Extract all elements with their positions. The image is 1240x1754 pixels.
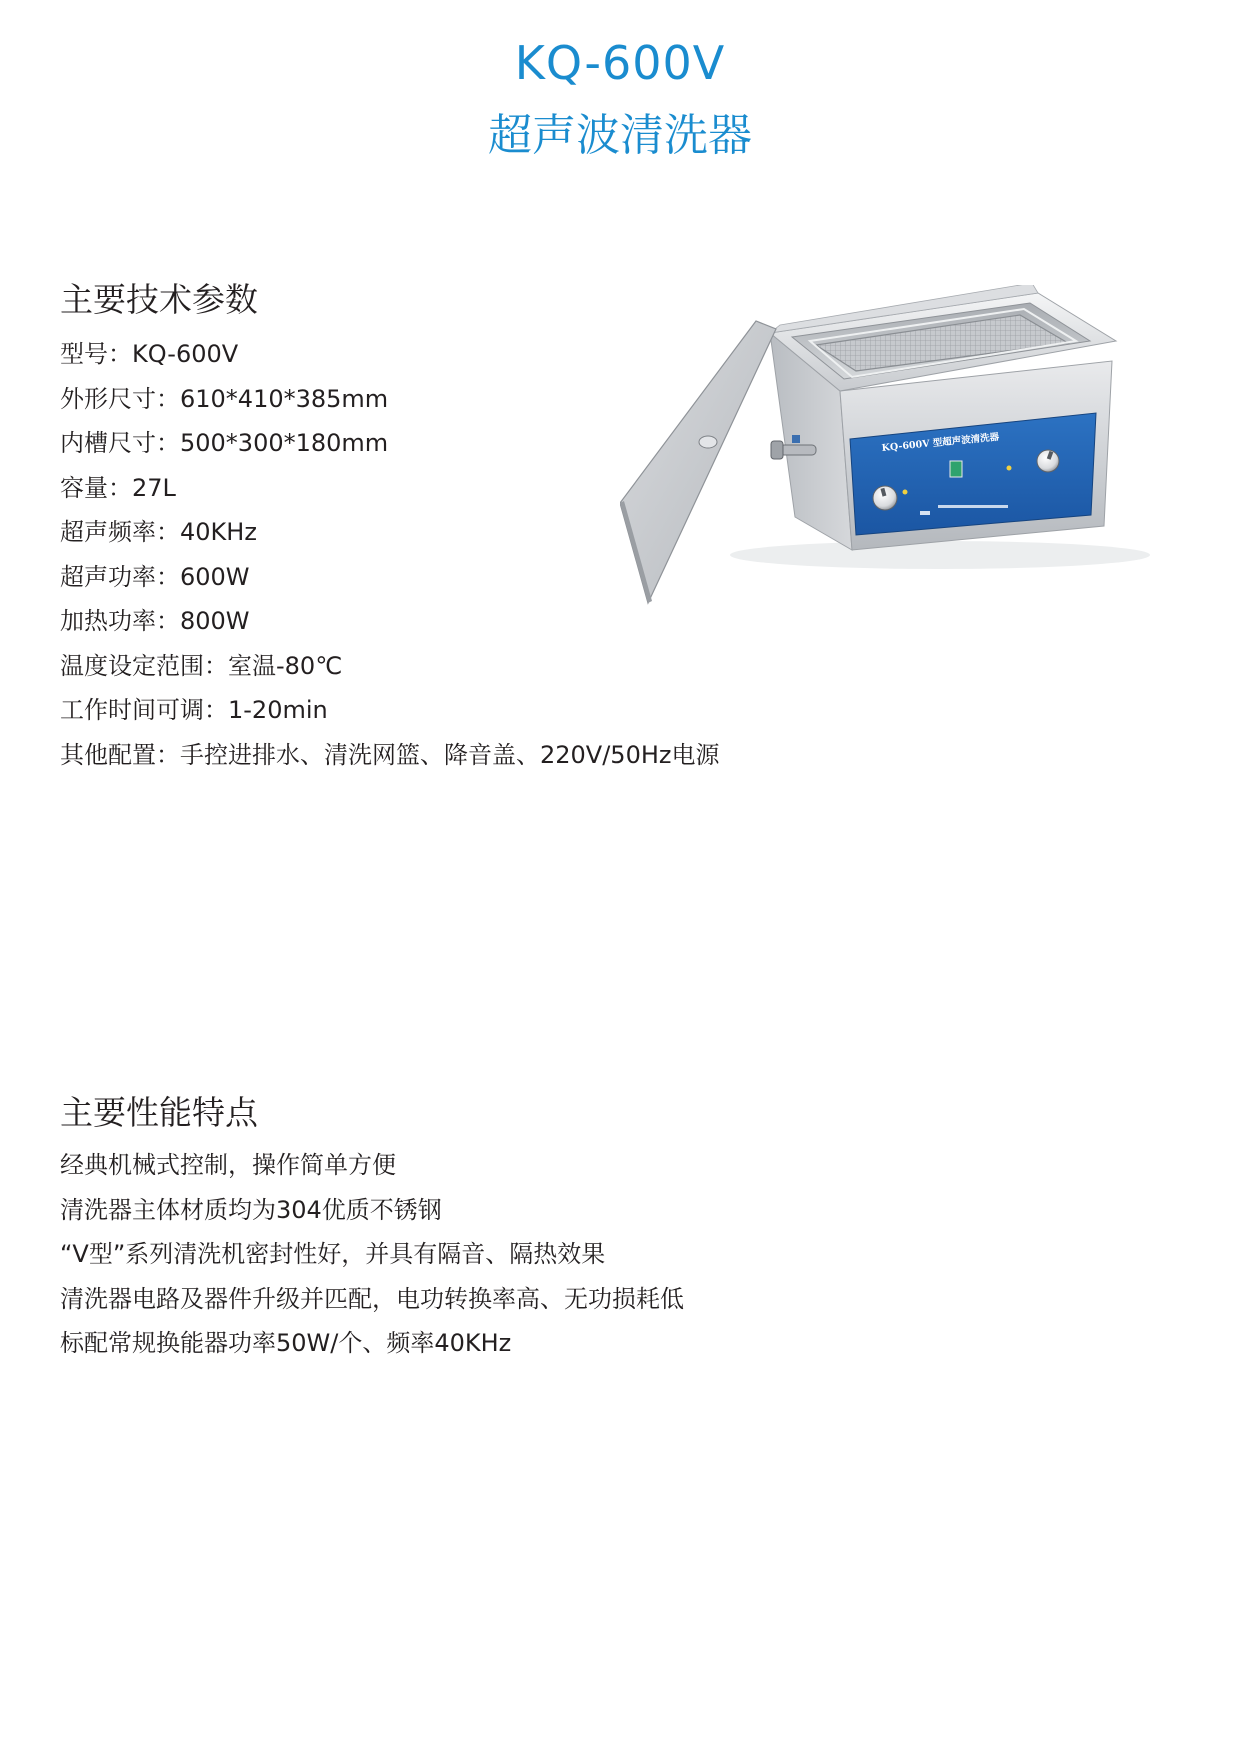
features-section — [60, 1095, 684, 1366]
spec-line: 加热功率：800W — [60, 607, 250, 636]
lid-handle — [699, 436, 717, 448]
spec-line: 内槽尺寸：500*300*180mm — [60, 429, 389, 458]
spec-line: 容量：27L — [60, 473, 176, 502]
spec-line: 工作时间可调：1-20min — [60, 696, 328, 725]
drain-valve-knob — [771, 441, 783, 459]
feature-line: 清洗器电路及器件升级并匹配，电功转换率高、无功损耗低 — [60, 1284, 684, 1313]
spec-line: 超声功率：600W — [60, 562, 250, 591]
product-title: 超声波清洗器 — [488, 110, 752, 161]
indicator-light — [903, 490, 908, 495]
indicator-light — [1007, 466, 1012, 471]
features-title: 主要性能特点 — [60, 1093, 258, 1132]
feature-line: “V型”系列清洗机密封性好，并具有隔音、隔热效果 — [60, 1240, 606, 1269]
spec-line: 温度设定范围：室温-80℃ — [60, 651, 343, 680]
specs-title: 主要技术参数 — [60, 280, 258, 319]
panel-label: KQ-600V 型超声波清洗器 — [881, 431, 1000, 454]
product-image — [620, 285, 1190, 685]
spec-line: 型号：KQ-600V — [60, 340, 239, 369]
temperature-knob — [1037, 450, 1059, 472]
timer-knob — [873, 486, 897, 510]
model-title: KQ-600V — [514, 36, 726, 90]
panel-text-block — [920, 511, 930, 515]
feature-line: 标配常规换能器功率50W/个、频率40KHz — [60, 1329, 512, 1358]
floor-shadow — [730, 541, 1150, 569]
display — [950, 461, 962, 477]
spec-line: 外形尺寸：610*410*385mm — [60, 384, 389, 413]
feature-line: 清洗器主体材质均为304优质不锈钢 — [60, 1195, 442, 1224]
spec-line: 其他配置：手控进排水、清洗网篮、降音盖、220V/50Hz电源 — [60, 740, 720, 769]
title-block — [0, 36, 1240, 161]
drain-valve-accent — [792, 435, 800, 443]
feature-line: 经典机械式控制，操作简单方便 — [60, 1151, 396, 1180]
spec-line: 超声频率：40KHz — [60, 518, 257, 547]
drain-valve — [780, 445, 816, 455]
panel-text-block — [938, 505, 1008, 508]
